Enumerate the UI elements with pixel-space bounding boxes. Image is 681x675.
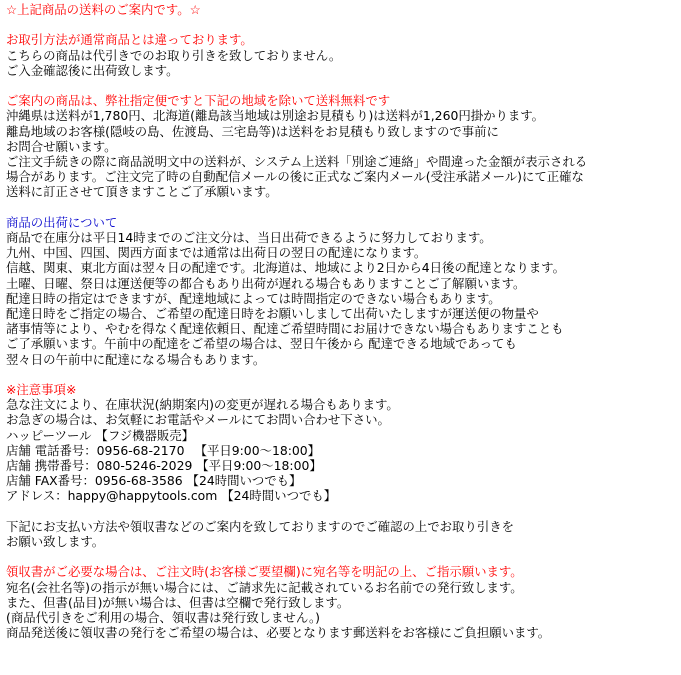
payment-info-line: お願い致します。	[6, 534, 105, 550]
shipping-fee-line: 沖縄県は送料が1,780円、北海道(離島該当地域は別途お見積もり)は送料が1,260円掛かります。	[6, 108, 545, 124]
dispatch-line: 九州、中国、四国、関西方面までは通常は出荷日の翌日の配達になります。	[6, 245, 427, 261]
dispatch-line: 信越、関東、東北方面は翌々日の配達です。北海道は、地域により2日から4日後の配達となります。	[6, 260, 565, 276]
shop-mobile: 店舗 携帯番号：080-5246-2029 【平日9:00～18:00】	[6, 458, 322, 474]
shop-fax: 店舗 FAX番号：0956-68-3586 【24時間いつでも】	[6, 473, 302, 489]
dispatch-line: 配達日時をご指定の場合、ご希望の配達日時をお願いしまして出荷いたしますが運送便の物量や	[6, 306, 539, 322]
payment-line: ご入金確認後に出荷致します。	[6, 62, 179, 78]
receipt-line: また、但書(品目)が無い場合は、但書は空欄で発行致します。	[6, 594, 350, 610]
shipping-fee-line: ご注文手続きの際に商品説明文中の送料が、システム上送料「別途ご連絡」や間違った金額が表示される	[6, 154, 588, 169]
receipt-line: 商品発送後に領収書の発行をご希望の場合は、必要となります郵送料をお客様にご負担願います。	[6, 625, 551, 641]
dispatch-heading: 商品の出荷について	[6, 214, 118, 230]
shop-phone: 店舗 電話番号：0956-68-2170 【平日9:00～18:00】	[6, 442, 321, 458]
shipping-fee-line: お問合せ願います。	[6, 138, 117, 154]
payment-heading: お取引方法が通常商品とは違っております。	[6, 32, 253, 48]
receipt-heading: 領収書がご必要な場合は、ご注文時(お客様ご要望欄)に宛名等を明記の上、ご指示願います。	[6, 564, 523, 580]
spacer	[6, 367, 677, 382]
dispatch-line: 翌々日の午前中に配達になる場合もあります。	[6, 351, 266, 367]
shop-email: アドレス：happy@happytools.com 【24時間いつでも】	[6, 488, 337, 504]
spacer	[6, 17, 677, 32]
spacer	[6, 78, 677, 93]
notes-line: 急な注文により、在庫状況(納期案内)の変更が遅れる場合もあります。	[6, 397, 399, 413]
shipping-fee-heading: ご案内の商品は、弊社指定便ですと下記の地域を除いて送料無料です	[6, 93, 391, 109]
dispatch-line: 商品で在庫分は平日14時までのご注文分は、当日出荷できるように努力しております。	[6, 230, 492, 245]
shipping-fee-line: 離島地域のお客様(隠岐の島、佐渡島、三宅島等)は送料をお見積もり致しますので事前に	[6, 123, 499, 139]
dispatch-line: 諸事情等により、やむを得なく配達依頼日、配達ご希望時間にお届けできない場合もありますことも	[6, 321, 564, 337]
spacer	[6, 504, 677, 519]
payment-info-line: 下記にお支払い方法や領収書などのご案内を致しておりますのでご確認の上でお取り引きを	[6, 518, 515, 534]
receipt-line: (商品代引きをご利用の場合、領収書は発行致しません。)	[6, 610, 320, 626]
shipping-fee-line: 送料に訂正させて頂きますことご了承願います。	[6, 184, 278, 200]
payment-line: こちらの商品は代引きでのお取り引きを致しておりません。	[6, 47, 342, 63]
dispatch-line: 配達日時の指定はできますが、配達地域によっては時間指定のできない場合もあります。	[6, 290, 501, 306]
receipt-line: 宛名(会社名等)の指示が無い場合には、ご請求先に記載されているお名前での発行致します。	[6, 579, 523, 595]
page-title: ☆上記商品の送料のご案内です。☆	[6, 2, 201, 17]
shop-name: ハッピーツール 【フジ機器販売】	[6, 427, 195, 443]
notes-line: お急ぎの場合は、お気軽にお電話やメールにてお問い合わせ下さい。	[6, 412, 390, 428]
spacer	[6, 200, 677, 215]
dispatch-line: 土曜、日曜、祭日は運送便等の都合もあり出荷が遅れる場合もありますことご了解願います。	[6, 275, 526, 291]
spacer	[6, 549, 677, 564]
notes-heading: ※注意事項※	[6, 382, 77, 398]
shipping-fee-line: 場合があります。ご注文完了時の自動配信メールの後に正式なご案内メール(受注承諾メール)にて正確な	[6, 169, 584, 185]
dispatch-line: ご了承願います。午前中の配達をご希望の場合は、翌日午後から 配達できる地域であっても	[6, 336, 517, 352]
